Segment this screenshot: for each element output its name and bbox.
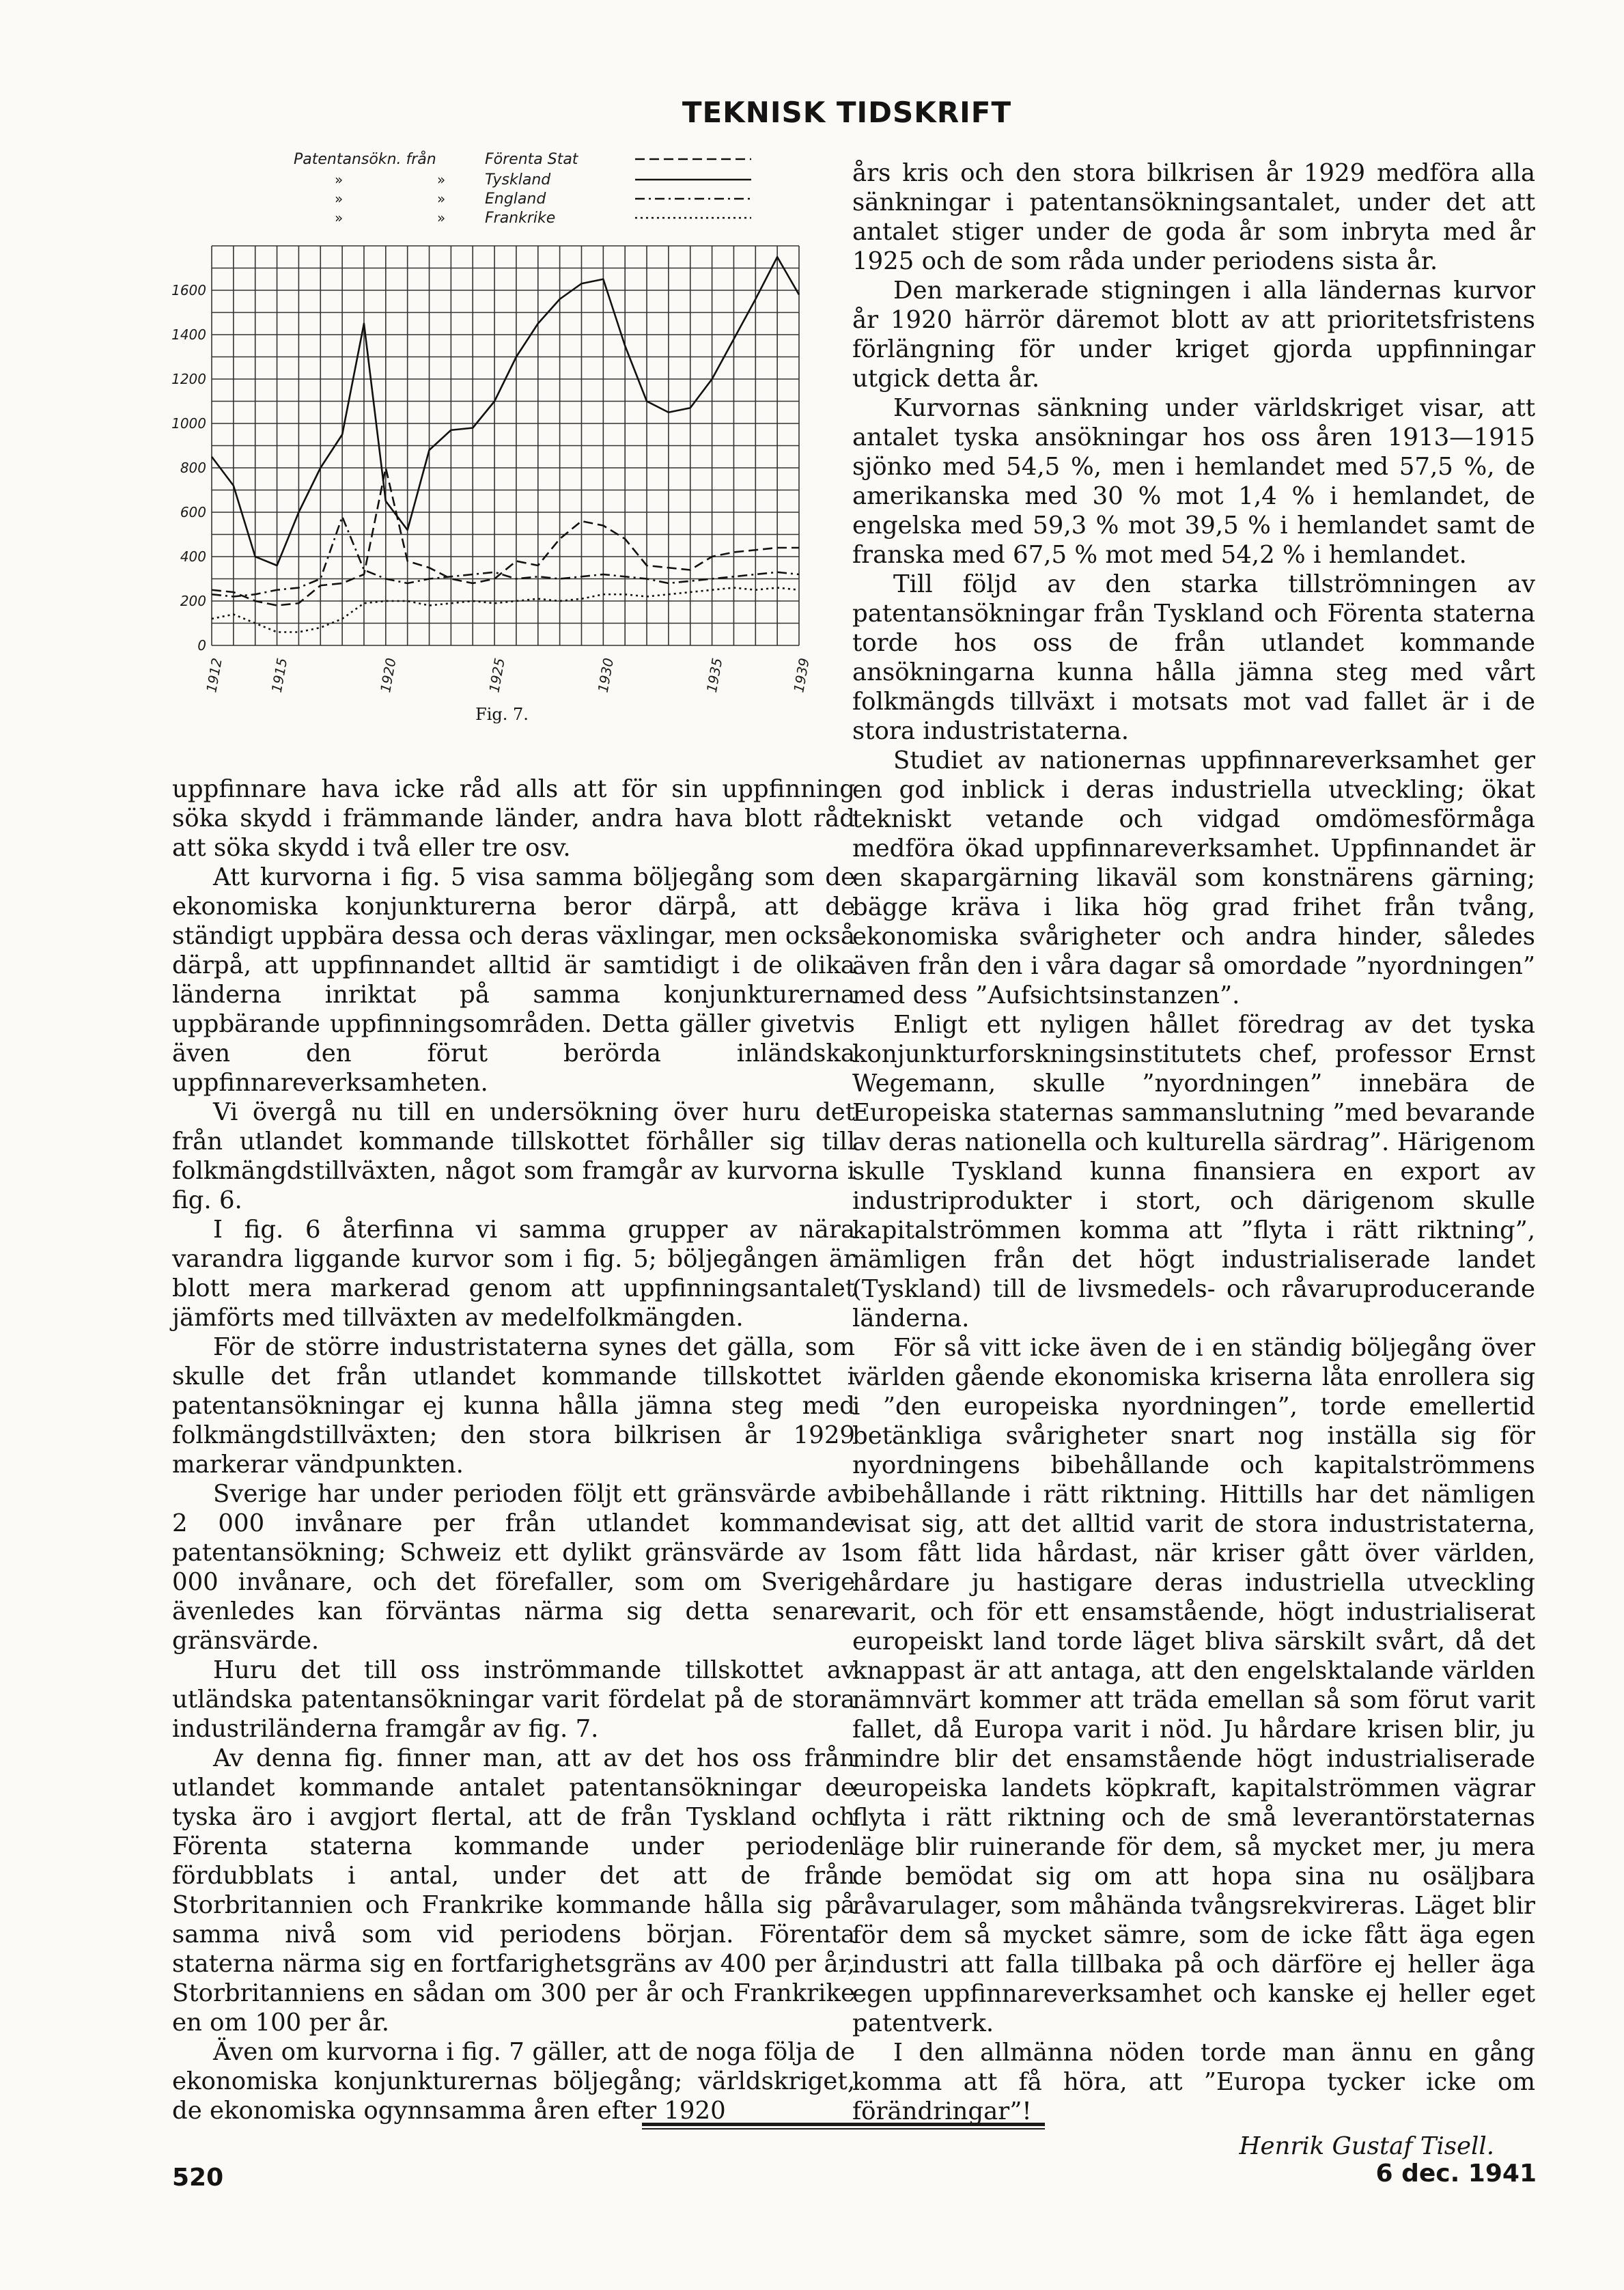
paragraph: uppfinnare hava icke råd alls att för sin uppfinning söka skydd i främmande länder, andra hava blott råd att söka skydd i två eller tre osv.: [172, 775, 855, 862]
legend-ditto: »: [437, 171, 446, 188]
series-line-förenta-stat: [212, 468, 799, 606]
paragraph: I fig. 6 återfinna vi samma grupper av nära varandra liggande kurvor som i fig. 5; böljegången är blott mera markerad genom att uppfinningsantalet jämförts med tillväxten av medelfolkmängden.: [172, 1216, 855, 1332]
page-number: 520: [172, 2164, 224, 2192]
y-tick-label: 1000: [171, 415, 206, 432]
legend-ditto: »: [335, 171, 344, 188]
x-tick-label: 1939: [790, 656, 813, 694]
legend-label: Tyskland: [485, 171, 551, 188]
paragraph: Enligt ett nyligen hållet föredrag av det tyska konjunkturforskningsinstitutets chef, professor Ernst Wegemann, skulle ”nyordningen” innebära de Europeiska staternas sammanslutning ”med bevarande av deras nationella och kulturella särdrag”. Härigenom skulle Tyskland kunna finansiera en export av industriprodukter i stort, och därigenom skulle kapitalströmmen komma att ”flyta i rätt riktning”, nämligen från det högt industrialiserade landet (Tyskland) till de livsmedels- och råvaruproducerande länderna.: [852, 1011, 1535, 1332]
footer-rule-thin: [642, 2128, 1045, 2130]
y-tick-label: 800: [180, 460, 206, 476]
paragraph: Att kurvorna i fig. 5 visa samma böljegång som de ekonomiska konjunkturerna beror därpå, att de ständigt uppbära dessa och deras växlingar, men också därpå, att uppfinnandet alltid är samtidigt i de olika länderna inriktat på samma konjunkturerna uppbärande uppfinningsområden. Detta gäller givetvis även den förut berörda inländska uppfinnareverksamheten.: [172, 863, 855, 1097]
author-signature: Henrik Gustaf Tisell.: [1239, 2132, 1494, 2160]
paragraph: Studiet av nationernas uppfinnareverksamhet ger en god inblick i deras industriella utveckling; ökat tekniskt vetande och vidgad omdömesförmåga medföra ökad uppfinnareverksamhet. Uppfinnandet är en skapargärning likaväl som konstnärens gärning; bägge kräva i lika hög grad frihet från tvång, ekonomiska svårigheter och andra hinder, således även från den i våra dagar så omordade ”nyordningen” med dess ”Aufsichtsinstanzen”.: [852, 746, 1535, 1009]
y-tick-label: 1600: [171, 282, 206, 298]
series-line-frankrike: [212, 588, 799, 632]
right-column-paragraphs: [852, 158, 1535, 2126]
legend-ditto: »: [335, 210, 344, 226]
footer-rule: [642, 2123, 1045, 2126]
x-tick-label: 1915: [268, 656, 291, 694]
paragraph: För så vitt icke även de i en ständig böljegång över världen gående ekonomiska kriserna låta enrollera sig i ”den europeiska nyordningen”, torde emellertid betänkliga svårigheter snart nog inställa sig för nyordningens bibehållande och kapitalströmmens bibehållande i rätt riktning. Hittills har det nämligen visat sig, att det alltid varit de stora industristaterna, som fått lida hårdast, när kriser gått över världen, hårdare ju hastigare deras industriella utveckling varit, och för ett ensamstående, högt industrialiserat europeiskt land torde läget bliva särskilt svårt, då det knappast är att antaga, att den engelsktalande världen nämnvärt kommer att träda emellan så som förut varit fallet, då Europa varit i nöd. Ju hårdare krisen blir, ju mindre blir det ensamstående högt industrialiserade europeiska landets köpkraft, kapitalströmmen vägrar flyta i rätt riktning och de små leverantörstaternas läge blir ruinerande för dem, så mycket mer, ju mera de bemödat sig om att hopa sina nu osäljbara råvarulager, som måhända tvångsrekvireras. Läget blir för dem så mycket sämre, som de icke fått äga egen industri att falla tillbaka på och därföre ej heller äga egen uppfinnareverksamhet och kanske ej heller eget patentverk.: [852, 1334, 1535, 2037]
paragraph: års kris och den stora bilkrisen år 1929 medföra alla sänkningar i patentansökningsantalet, under det att antalet stiger under de goda år som inbryta med år 1925 och de som råda under periodens sista år.: [852, 159, 1535, 275]
paragraph: Av denna fig. finner man, att av det hos oss från utlandet kommande antalet patentansökningar de tyska äro i avgjort flertal, att de från Tyskland och Förenta staterna kommande under perioden fördubblats i antal, under det att de från Storbritannien och Frankrike kommande hålla sig på samma nivå som vid periodens början. Förenta staterna närma sig en fortfarighetsgräns av 400 per år, Storbritanniens en sådan om 300 per år och Frankrike en om 100 per år.: [172, 1744, 855, 2037]
x-tick-label: 1935: [703, 656, 726, 694]
paragraph: Till följd av den starka tillströmningen av patentansökningar från Tyskland och Förenta staterna torde hos oss de från utlandet kommande ansökningarna kunna hålla jämna steg med vårt folkmängds tillväxt i motsats mot vad fallet är i de stora industristaterna.: [852, 570, 1535, 745]
paragraph: I den allmänna nöden torde man ännu en gång komma att få höra, att ”Europa tycker icke om förändringar”!: [852, 2039, 1535, 2125]
y-tick-label: 600: [180, 504, 206, 520]
issue-date: 6 dec. 1941: [1375, 2160, 1537, 2188]
paragraph: Sverige har under perioden följt ett gränsvärde av 2 000 invånare per från utlandet kommande patentansökning; Schweiz ett dylikt gränsvärde av 1 000 invånare, och det förefaller, som om Sverige ävenledes kan förväntas närma sig detta senare gränsvärde.: [172, 1480, 855, 1655]
paragraph: Även om kurvorna i fig. 7 gäller, att de noga följa de ekonomiska konjunkturernas böljegång; världskriget, de ekonomiska ogynnsamma åren efter 1920: [172, 2038, 855, 2125]
x-tick-label: 1930: [594, 656, 617, 694]
patent-applications-chart: [157, 137, 847, 751]
y-tick-label: 1200: [171, 371, 206, 387]
y-tick-label: 200: [180, 593, 206, 609]
y-tick-label: 400: [180, 548, 206, 565]
legend-heading: Patentansökn. från: [294, 151, 436, 168]
legend-label: Förenta Stat: [485, 151, 578, 168]
y-tick-label: 1400: [171, 326, 206, 343]
figure-7: [157, 137, 847, 751]
legend-ditto: »: [335, 191, 344, 207]
paragraph: Kurvornas sänkning under världskriget visar, att antalet tyska ansökningar hos oss åren 1913—1915 sjönko med 54,5 %, men i hemlandet med 57,5 %, de amerikanska med 30 % mot 1,4 % i hemlandet, de engelska med 59,3 % mot 39,5 % i hemlandet samt de franska med 67,5 % mot med 54,2 % i hemlandet.: [852, 394, 1535, 569]
paragraph: Huru det till oss inströmmande tillskottet av utländska patentansökningar varit fördelat på de stora industriländerna framgår av fig. 7.: [172, 1656, 855, 1743]
paragraph: Vi övergå nu till en undersökning över huru det från utlandet kommande tillskottet förhåller sig till folkmängdstillväxten, något som framgår av kurvorna i fig. 6.: [172, 1098, 855, 1214]
x-tick-label: 1912: [203, 656, 225, 694]
right-column: [852, 158, 1535, 2161]
legend-label: England: [485, 191, 546, 208]
x-tick-label: 1920: [377, 656, 400, 694]
paragraph: För de större industristaterna synes det gälla, som skulle det från utlandet kommande tillskottet i patentansökningar ej kunna hålla jämna steg med folkmängdstillväxten; den stora bilkrisen år 1929 markerar vändpunkten.: [172, 1333, 855, 1479]
left-column: [172, 774, 855, 2125]
x-tick-label: 1925: [486, 656, 508, 694]
legend-ditto: »: [437, 191, 446, 207]
paragraph: Den markerade stigningen i alla ländernas kurvor år 1920 härrör däremot blott av att prioritetsfristens förlängning för under kriget gjorda uppfinningar utgick detta år.: [852, 277, 1535, 393]
series-line-tyskland: [212, 257, 799, 565]
journal-header: TEKNISK TIDSKRIFT: [682, 96, 1012, 129]
legend-ditto: »: [437, 210, 446, 226]
figure-caption: Fig. 7.: [475, 705, 529, 724]
legend-label: Frankrike: [485, 210, 556, 227]
y-tick-label: 0: [197, 637, 206, 654]
